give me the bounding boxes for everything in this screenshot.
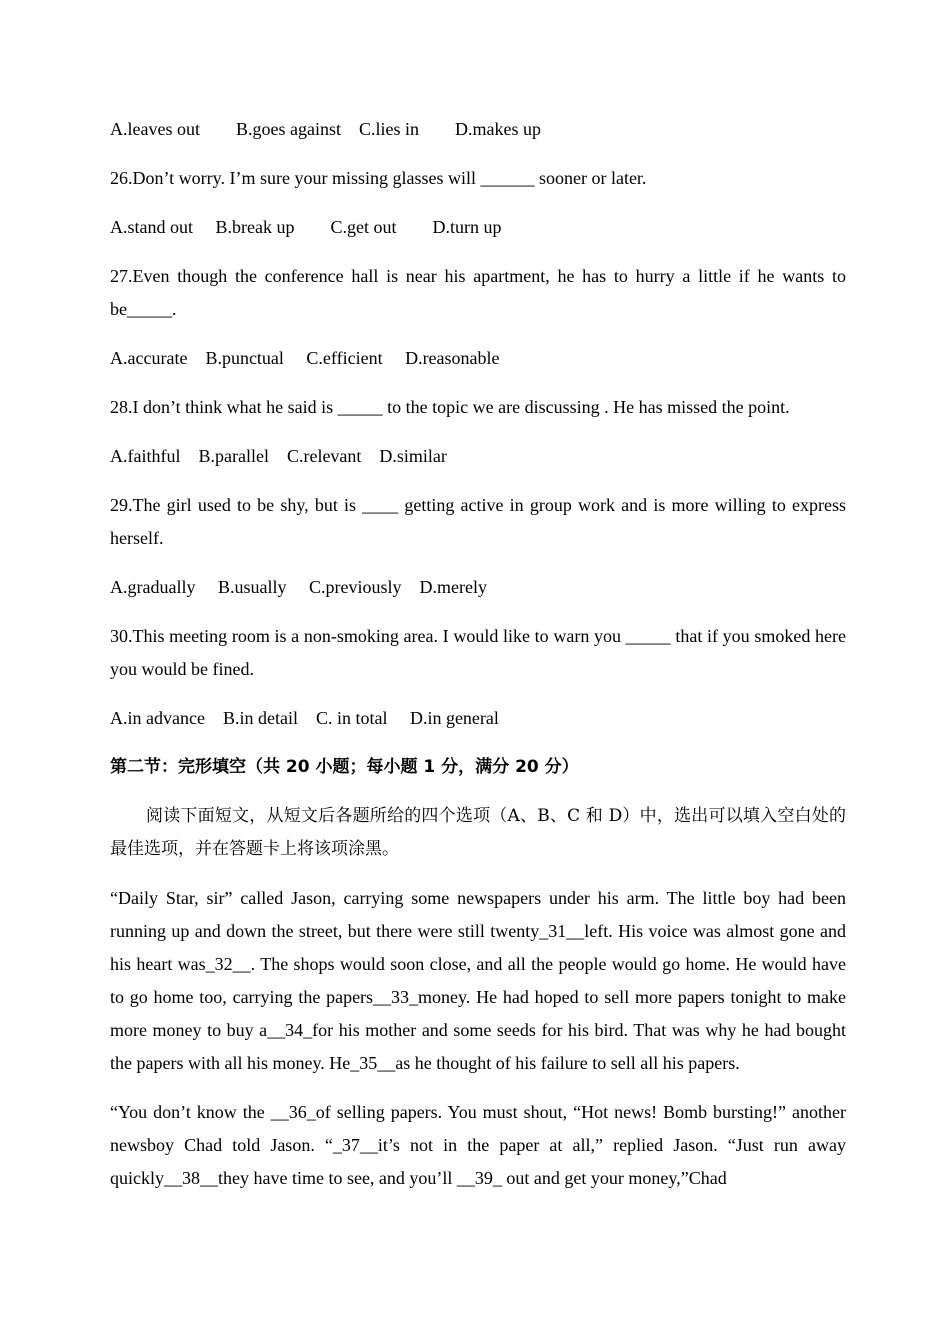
- q25-options: A.leaves out B.goes against C.lies in D.makes up: [110, 119, 541, 139]
- document-page: [110, 113, 846, 1195]
- section-title: 第二节：完形填空（共 20 小题；每小题 1 分，满分 20 分）: [110, 757, 579, 777]
- q28-options: A.faithful B.parallel C.relevant D.similar: [110, 446, 447, 466]
- section-instructions: 阅读下面短文，从短文后各题所给的四个选项（A、B、C 和 D）中，选出可以填入空白处的最佳选项，并在答题卡上将该项涂黑。: [110, 806, 846, 859]
- question-29: 29.The girl used to be shy, but is ____ getting active in group work and is more willing to express herself.: [110, 495, 846, 548]
- question-27: 27.Even though the conference hall is near his apartment, he has to hurry a little if he wants to be_____.: [110, 266, 846, 319]
- q30-options: A.in advance B.in detail C. in total D.in general: [110, 708, 499, 728]
- question-30: 30.This meeting room is a non-smoking area. I would like to warn you _____ that if you smoked here you would be fined.: [110, 626, 846, 679]
- q27-options: A.accurate B.punctual C.efficient D.reasonable: [110, 348, 500, 368]
- question-28: 28.I don’t think what he said is _____ to the topic we are discussing . He has missed the point.: [110, 397, 790, 417]
- q26-options: A.stand out B.break up C.get out D.turn up: [110, 217, 502, 237]
- q29-options: A.gradually B.usually C.previously D.merely: [110, 577, 487, 597]
- passage-paragraph-1: “Daily Star, sir” called Jason, carrying some newspapers under his arm. The little boy had been running up and down the street, but there were still twenty_31__left. His voice was almost gone and his heart was_32__. The shops would soon close, and all the people would go home. He would have to go home too, carrying the papers__33_money. He had hoped to sell more papers tonight to make more money to buy a__34_for his mother and some seeds for his bird. That was why he had bought the papers with all his money. He_35__as he thought of his failure to sell all his papers.: [110, 888, 846, 1073]
- question-26: 26.Don’t worry. I’m sure your missing glasses will ______ sooner or later.: [110, 168, 647, 188]
- passage-paragraph-2: “You don’t know the __36_of selling papers. You must shout, “Hot news! Bomb bursting!” another newsboy Chad told Jason. “_37__it’s not in the paper at all,” replied Jason. “Just run away quickly__38__they have time to see, and you’ll __39_ out and get your money,”Chad: [110, 1102, 846, 1188]
